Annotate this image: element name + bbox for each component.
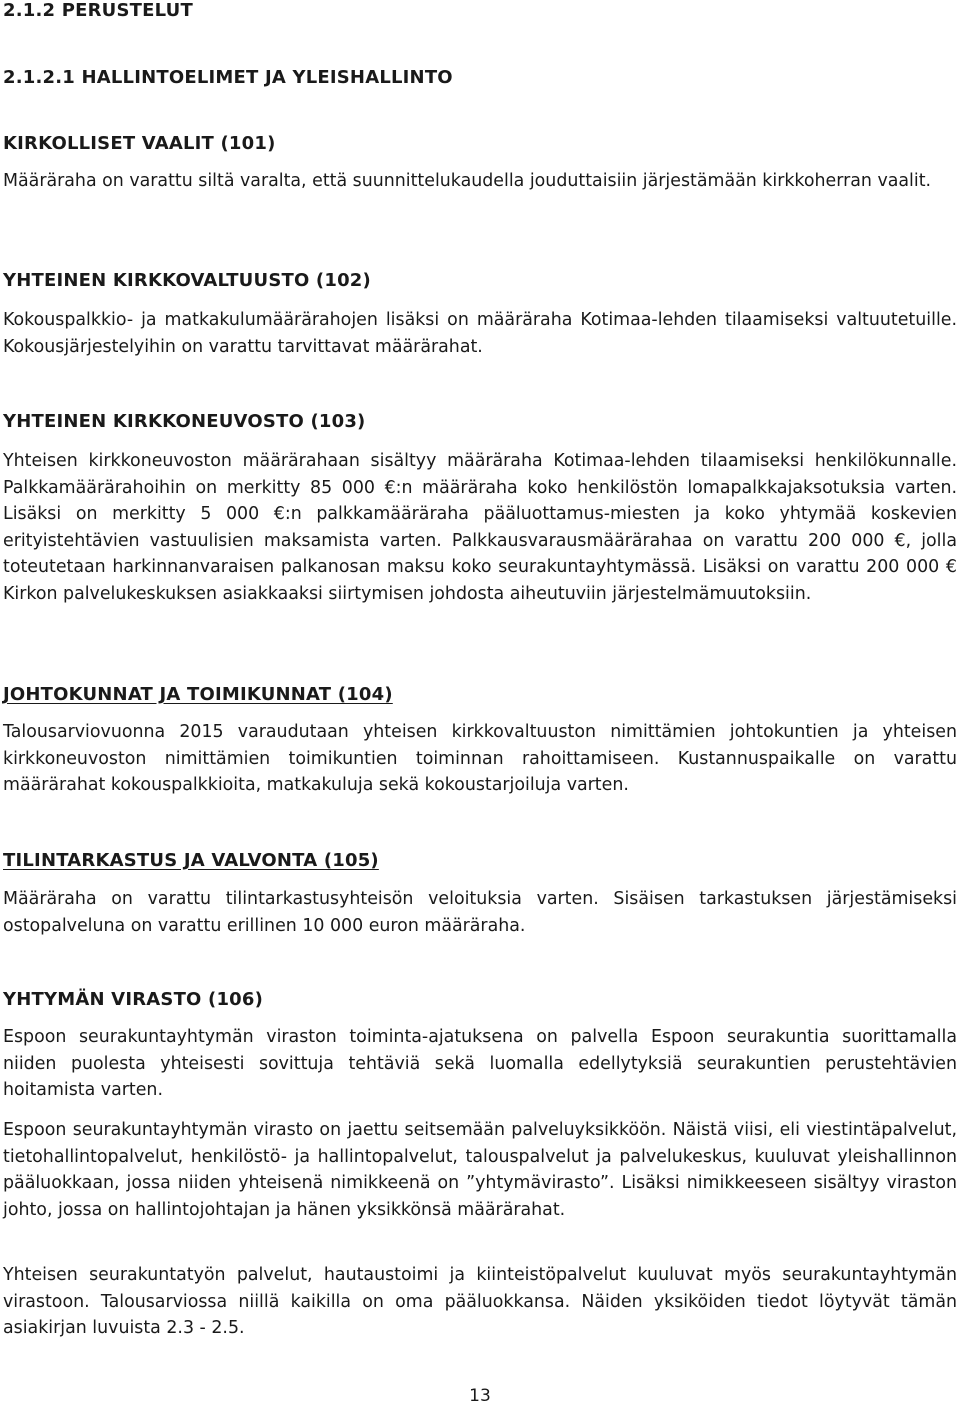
section-body-106-p3 [3, 1262, 957, 1342]
section-body-103 [3, 448, 957, 607]
paragraph: Talousarviovuonna 2015 varaudutaan yhteisen kirkkovaltuuston nimittämien johtokuntien ja yhteisen kirkkoneuvoston nimittämien toimikuntien toiminnan rahoittamiseen. Kustannuspaikalle on varattu määrärahat kokouspalkkioita, matkakuluja sekä kokoustarjoiluja varten. [3, 722, 957, 795]
section-title-103: YHTEINEN KIRKKONEUVOSTO (103) [3, 411, 366, 432]
section-body-102 [3, 307, 957, 360]
section-title-104: JOHTOKUNNAT JA TOIMIKUNNAT (104) [3, 684, 393, 705]
section-body-106-p2 [3, 1117, 957, 1223]
section-title-106: YHTYMÄN VIRASTO (106) [3, 989, 264, 1010]
paragraph: Espoon seurakuntayhtymän virasto on jaettu seitsemään palveluyksikköön. Näistä viisi, eli viestintäpalvelut, tietohallintopalvelut, henkilöstö- ja hallintopalvelut, talouspalvelut ja palvelukeskus, kuuluvat yleishallinnon pääluokkaan, jossa niiden yhteisenä nimikkeenä on ”yhtymävirasto”. Lisäksi nimikkeeseen sisältyy viraston johto, jossa on hallintojohtajan ja hänen yksikkönsä määrärahat. [3, 1120, 957, 1220]
paragraph: Määräraha on varattu siltä varalta, että suunnittelukaudella jouduttaisiin järjestämään kirkkoherran vaalit. [3, 171, 932, 191]
section-title-105: TILINTARKASTUS JA VALVONTA (105) [3, 850, 379, 871]
page-number: 13 [469, 1386, 491, 1406]
paragraph: Kokouspalkkio- ja matkakulumäärärahojen lisäksi on määräraha Kotimaa-lehden tilaamiseksi valtuutetuille. Kokousjärjestelyihin on varattu tarvittavat määrärahat. [3, 310, 957, 357]
heading-2-1-2: 2.1.2 PERUSTELUT [3, 0, 193, 21]
section-body-105 [3, 886, 957, 939]
heading-2-1-2-1: 2.1.2.1 HALLINTOELIMET JA YLEISHALLINTO [3, 67, 453, 88]
section-body-104 [3, 719, 957, 799]
section-title-102: YHTEINEN KIRKKOVALTUUSTO (102) [3, 270, 371, 291]
section-title-101: KIRKOLLISET VAALIT (101) [3, 133, 276, 154]
section-body-106-p1 [3, 1024, 957, 1104]
section-body-101 [3, 168, 957, 195]
paragraph: Yhteisen kirkkoneuvoston määrärahaan sisältyy määräraha Kotimaa-lehden tilaamiseksi henkilökunnalle. Palkkamäärärahoihin on merkitty 85 000 €:n määräraha koko henkilöstön lomapalkkajaksotuksia varten. Lisäksi on merkitty 5 000 €:n palkkamääräraha pääluottamus-miesten ja koko yhtymää koskevien erityistehtävien vastuulisien maksamista varten. Palkkausvarausmäärärahaa on varattu 200 000 €, jolla toteutetaan harkinnanvaraisen palkanosan maksu koko seurakuntayhtymässä. Lisäksi on varattu 200 000 € Kirkon palvelukeskuksen asiakkaaksi siirtymisen johdosta aiheutuviin järjestelmämuutoksiin. [3, 451, 957, 604]
paragraph: Määräraha on varattu tilintarkastusyhteisön veloituksia varten. Sisäisen tarkastuksen järjestämiseksi ostopalveluna on varattu erillinen 10 000 euron määräraha. [3, 889, 957, 936]
paragraph: Espoon seurakuntayhtymän viraston toiminta-ajatuksena on palvella Espoon seurakuntia suorittamalla niiden puolesta yhteisesti sovittuja tehtäviä sekä luomalla edellytyksiä seurakuntien perustehtävien hoitamista varten. [3, 1027, 957, 1100]
paragraph: Yhteisen seurakuntatyön palvelut, hautaustoimi ja kiinteistöpalvelut kuuluvat myös seurakuntayhtymän virastoon. Talousarviossa niillä kaikilla on oma pääluokkansa. Näiden yksiköiden tiedot löytyvät tämän asiakirjan luvuista 2.3 - 2.5. [3, 1265, 957, 1338]
